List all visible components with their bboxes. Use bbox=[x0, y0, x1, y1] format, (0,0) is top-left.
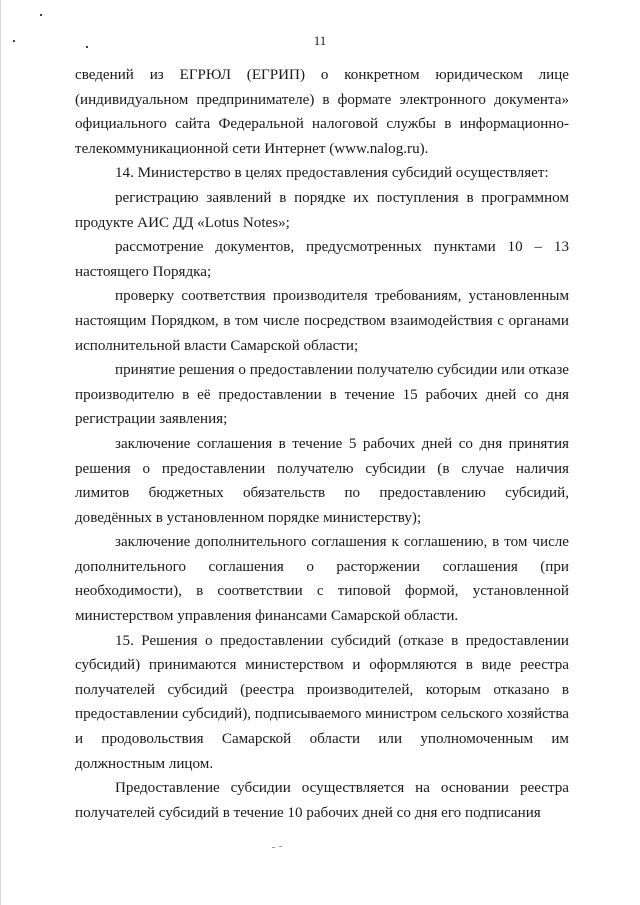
paragraph-continuation: сведений из ЕГРЮЛ (ЕГРИП) о конкретном юридическом лице (индивидуальном предпринимателе) в формате электронного документа» официального сайта Федеральной налоговой службы в информационно-телекоммуникационной сети Интернет (www.nalog.ru). bbox=[75, 67, 569, 157]
scan-speck bbox=[279, 846, 282, 847]
scan-speck bbox=[0, 0, 1, 905]
paragraph-agreement: заключение соглашения в течение 5 рабочих дней со дня принятия решения о предоставлении получателю субсидии (в случае наличия лимитов бюджетных обязательств по предоставлению субсидий, доведённых в установленном порядке министерству); bbox=[75, 435, 569, 526]
document-body bbox=[75, 63, 569, 825]
paragraph-item-15: 15. Решения о предоставлении субсидий (отказе в предоставлении субсидий) принимаются министерством и оформляются в виде реестра получателей субсидий (реестра производителей, которым отказано в предоставлении субсидий), подписываемого министром сельского хозяйства и продовольствия Самарской области или уполномоченным им должностным лицом. bbox=[75, 632, 569, 772]
paragraph-verification: проверку соответствия производителя требованиям, установленным настоящим Порядком, в том числе посредством взаимодействия с органами исполнительной власти Самарской области; bbox=[75, 288, 569, 354]
paragraph-review: рассмотрение документов, предусмотренных пунктами 10 – 13 настоящего Порядка; bbox=[75, 239, 569, 280]
paragraph-registration: регистрацию заявлений в порядке их поступления в программном продукте АИС ДД «Lotus Notes»; bbox=[75, 189, 569, 231]
paragraph-item-14: 14. Министерство в целях предоставления субсидий осуществляет: bbox=[115, 165, 549, 182]
paragraph-decision: принятие решения о предоставлении получателю субсидии или отказе производителю в её предоставлении в течение 15 рабочих дней со дня регистрации заявления; bbox=[75, 362, 569, 428]
page-number: 11 bbox=[313, 33, 327, 48]
paragraph-provision: Предоставление субсидии осуществляется на основании реестра получателей субсидий в течение 10 рабочих дней со дня его подписания bbox=[75, 780, 569, 821]
scan-speck bbox=[40, 14, 42, 16]
paragraph-additional-agreement: заключение дополнительного соглашения к соглашению, в том числе дополнительного соглашения о расторжении соглашения (при необходимости), в соответствии с типовой формой, установленной министерством управления финансами Самарской области. bbox=[75, 534, 569, 625]
scan-speck bbox=[272, 847, 275, 848]
